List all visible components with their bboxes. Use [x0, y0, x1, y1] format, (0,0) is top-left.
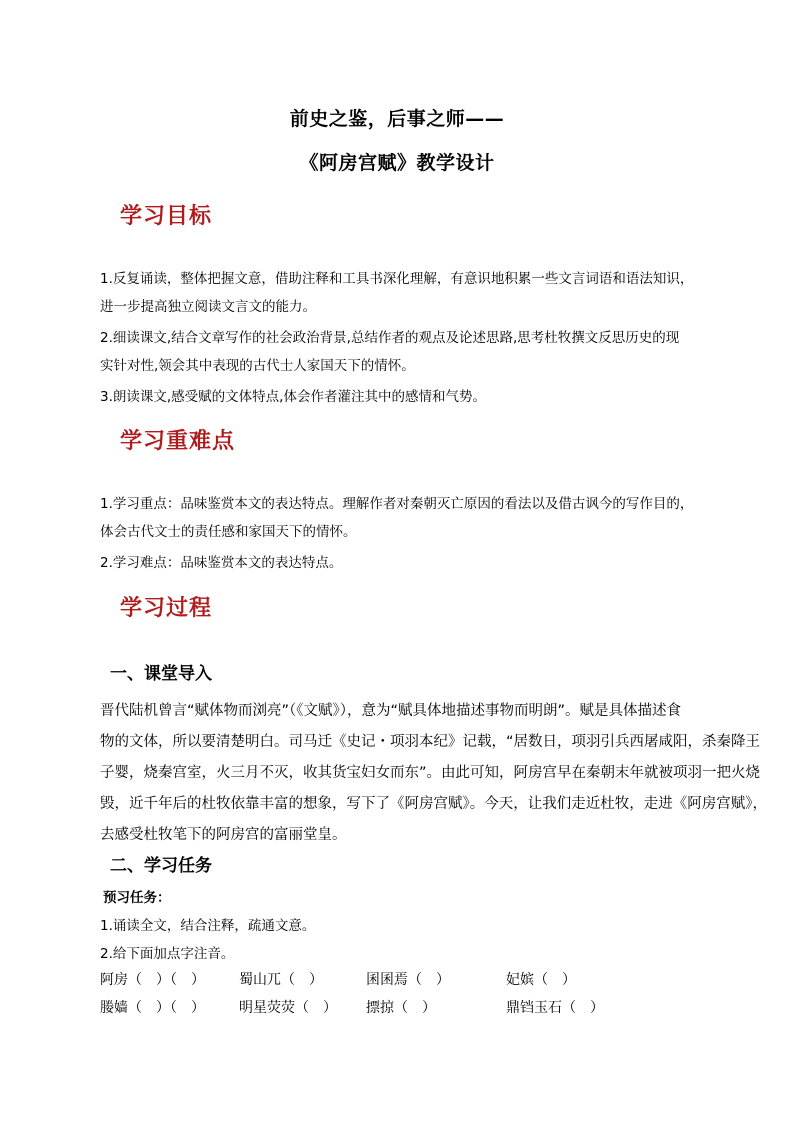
- heading-difficulties: 学习重难点: [120, 429, 236, 454]
- preview-task-label: 预习任务：: [103, 890, 171, 906]
- pinyin-item: 蜀山兀（ ）: [239, 972, 323, 988]
- heading-process: 学习过程: [120, 596, 213, 621]
- pinyin-item: 阿房（ ）（ ）: [100, 972, 205, 988]
- pinyin-exercise-grid: [100, 969, 660, 1025]
- heading-objectives: 学习目标: [120, 204, 213, 229]
- difficulties-list: [100, 490, 730, 577]
- objective-3-line-1: 3.朗读课文,感受赋的文体特点,体会作者灌注其中的感情和气势。: [100, 389, 486, 405]
- pinyin-row: [100, 997, 660, 1025]
- objective-2-line-1: 2.细读课文,结合文章写作的社会政治背景,总结作者的观点及论述思路,思考杜牧撰文反思历史的现: [100, 330, 680, 346]
- difficulty-2-line-1: 2.学习难点：品味鉴赏本文的表达特点。: [100, 555, 343, 571]
- task-1: 1.诵读全文，结合注释，疏通文意。: [100, 918, 316, 934]
- difficulty-1-line-2: 体会古代文士的责任感和家国天下的情怀。: [100, 524, 357, 540]
- objective-1-line-2: 进一步提高独立阅读文言文的能力。: [100, 299, 316, 315]
- pinyin-item: 摽掠（ ）: [366, 1000, 436, 1016]
- intro-paragraph: [100, 696, 767, 851]
- task-2: 2.给下面加点字注音。: [100, 946, 235, 962]
- pinyin-item: 鼎铛玉石（ ）: [506, 1000, 604, 1016]
- title-line-2: 《阿房宫赋》教学设计: [299, 152, 495, 174]
- pinyin-item: 媵嫱（ ）（ ）: [100, 1000, 205, 1016]
- objectives-list: [100, 265, 730, 411]
- intro-line-1: 晋代陆机曾言“赋体物而浏亮”（《文赋》），意为“赋具体地描述事物而明朗”。赋是具体描述食: [100, 703, 682, 719]
- objective-1-line-1: 1.反复诵读，整体把握文意，借助注释和工具书深化理解，有意识地积累一些文言词语和语法知识，: [100, 271, 694, 287]
- intro-line-2: 物的文体，所以要清楚明白。司马迁《史记・项羽本纪》记载，“居数日，项羽引兵西屠咸阳，杀秦降王: [100, 734, 761, 750]
- intro-line-5: 去感受杜牧笔下的阿房宫的富丽堂皇。: [100, 827, 347, 843]
- heading-learning-tasks: 二、学习任务: [110, 856, 212, 876]
- pinyin-row: [100, 969, 660, 997]
- intro-line-4: 毁，近千年后的杜牧依靠丰富的想象，写下了《阿房宫赋》。今天，让我们走近杜牧，走进《阿房宫赋》，: [100, 796, 767, 812]
- difficulty-1-line-1: 1.学习重点：品味鉴赏本文的表达特点。理解作者对秦朝灭亡原因的看法以及借古讽今的写作目的，: [100, 496, 694, 512]
- objective-2-line-2: 实针对性,领会其中表现的古代士人家国天下的情怀。: [100, 358, 415, 374]
- title-line-1: 前史之鉴，后事之师——: [289, 108, 505, 130]
- heading-class-intro: 一、课堂导入: [110, 664, 212, 684]
- pinyin-item: 妃嫔（ ）: [506, 972, 576, 988]
- pinyin-item: 囷囷焉（ ）: [366, 972, 450, 988]
- intro-line-3: 子婴，烧秦宫室，火三月不灭，收其货宝妇女而东”。由此可知，阿房宫早在秦朝末年就被项羽一把火烧: [100, 765, 761, 781]
- pinyin-item: 明星荧荧（ ）: [239, 1000, 337, 1016]
